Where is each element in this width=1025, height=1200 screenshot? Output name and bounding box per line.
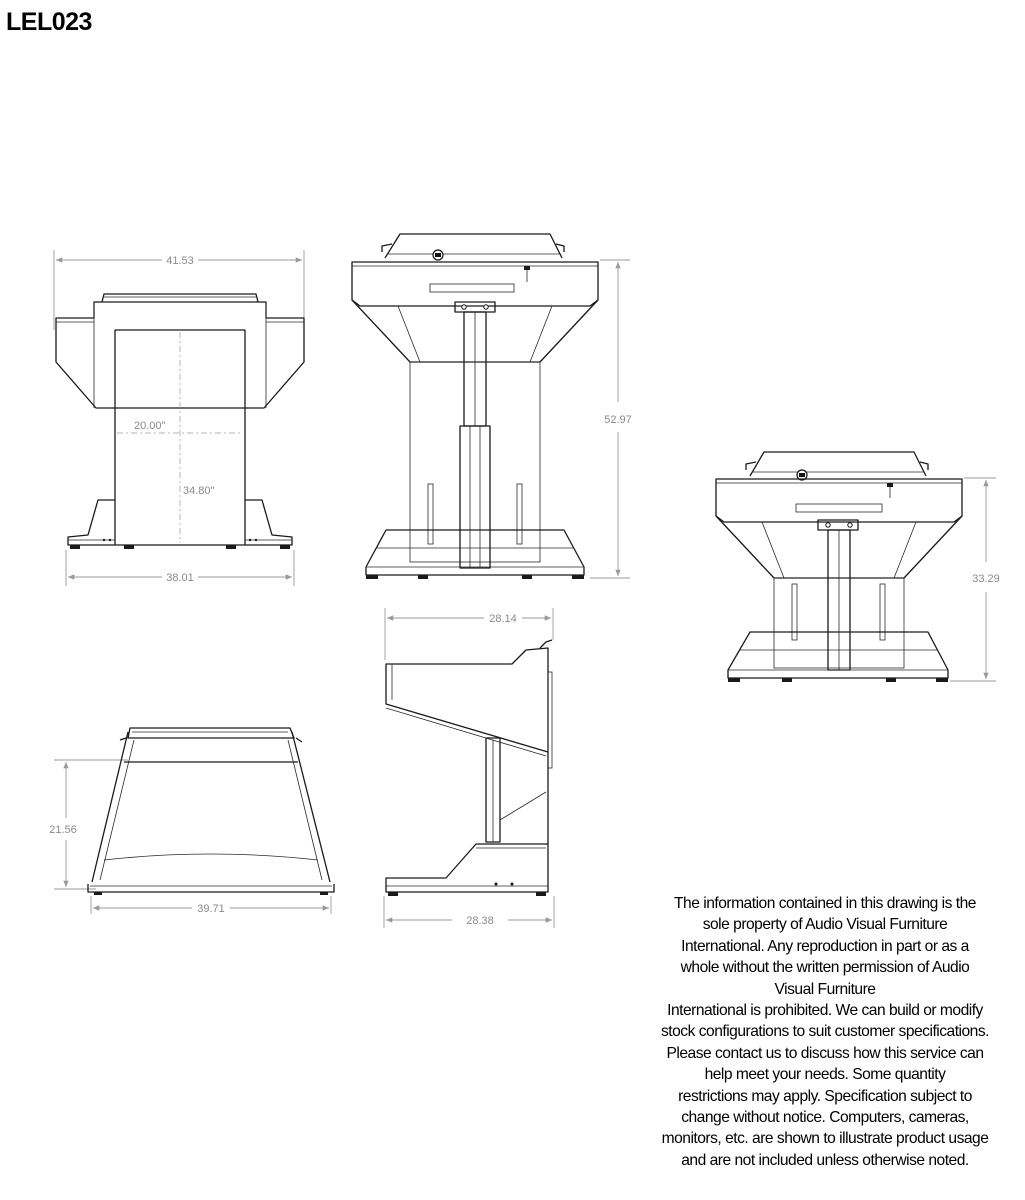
disclaimer-line: restrictions may apply. Specification subject to (678, 1087, 972, 1105)
back-view (352, 234, 632, 579)
disclaimer-text (640, 893, 1010, 1171)
dim-side-overall-height: 52.97 (604, 414, 632, 426)
dim-front-panel-width: 20.00" (134, 420, 166, 432)
disclaimer-line: monitors, etc. are shown to illustrate product usage (661, 1130, 989, 1148)
disclaimer-line: change without notice. Computers, cameras, (681, 1109, 969, 1127)
front-view (54, 250, 304, 586)
dim-seated-height: 33.29 (972, 573, 1000, 585)
dim-profile-top-depth: 28.14 (489, 613, 517, 625)
disclaimer-line: stock configurations to suit customer specifications. (661, 1023, 989, 1041)
dim-profile-base-depth: 28.38 (466, 915, 494, 927)
disclaimer-line: sole property of Audio Visual Furniture (702, 916, 948, 934)
disclaimer-line: Please contact us to discuss how this service can (666, 1044, 984, 1062)
disclaimer-line: Visual Furniture (774, 980, 876, 998)
dim-front-base-width: 38.01 (166, 572, 194, 584)
top-view (49, 728, 334, 915)
disclaimer-line: help meet your needs. Some quantity (704, 1066, 946, 1084)
disclaimer-line: The information contained in this drawing is the (674, 895, 976, 912)
disclaimer-line: and are not included unless otherwise noted. (681, 1151, 969, 1169)
drawing-title: LEL023 (6, 8, 92, 36)
profile-view (384, 608, 554, 928)
disclaimer-line: whole without the written permission of Audio (680, 959, 970, 977)
disclaimer-line: International is prohibited. We can build or modify (667, 1002, 983, 1020)
disclaimer-line: International. Any reproduction in part or as a (681, 937, 969, 955)
seated-view (716, 452, 1000, 682)
dim-front-panel-height: 34.80" (183, 485, 215, 497)
dim-top-view-width: 39.71 (197, 903, 225, 915)
dim-front-overall-width: 41.53 (166, 255, 194, 267)
lock-icon (433, 250, 443, 260)
dim-top-view-depth: 21.56 (49, 824, 77, 836)
